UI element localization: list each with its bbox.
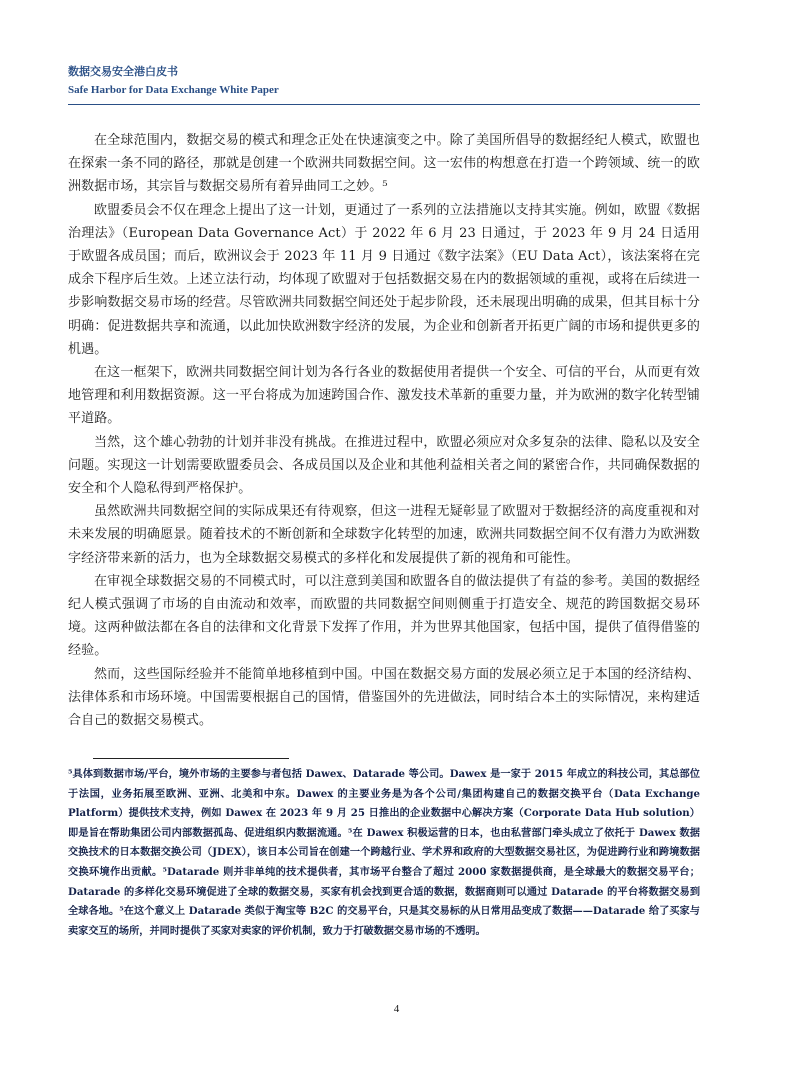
body-text [68,129,700,732]
paragraph-6: 在审视全球数据交易的不同模式时，可以注意到美国和欧盟各自的做法提供了有益的参考。美国的数据经纪人模式强调了市场的自由流动和效率，而欧盟的共同数据空间则侧重于打造安全、规范的跨国数据交易环境。这两种做法都在各自的法律和文化背景下发挥了作用，并为世界其他国家，包括中国，提供了值得借鉴的经验。 [68,573,700,659]
paragraph-3: 在这一框架下，欧洲共同数据空间计划为各行各业的数据使用者提供一个安全、可信的平台，从而更有效地管理和利用数据资源。这一平台将成为加速跨国合作、激发技术革新的重要力量，并为欧洲的数字化转型铺平道路。 [68,365,700,427]
header-title-zh: 数据交易安全港白皮书 [68,65,178,78]
header-title-en: Safe Harbor for Data Exchange White Paper [68,84,279,96]
footnote-5: ⁵具体到数据市场/平台，境外市场的主要参与者包括 Dawex、Datarade 等公司。Dawex 是一家于 2015 年成立的科技公司，其总部位于法国，业务拓展至欧洲、亚洲、北美和中东。Dawex 的主要业务是为各个公司/集团构建自己的数据交换平台（Data Exchange Platform）提供技术支持，例如 Dawex 在 2023 年 9 月 25 日推出的企业数据中心解决方案（Corporate Data Hub solution）即是旨在帮助集团公司内部数据孤岛、促进组织内数据流通。⁵在 Dawex 积极运营的日本，也由私营部门牵头成立了依托于 Dawex 数据交换技术的日本数据交换公司（JDEX），该日本公司旨在创建一个跨越行业、学术界和政府的大型数据交易社区，为促进跨行业和跨境数据交换环境作出贡献。⁵Datarade 则并非单纯的技术提供者，其市场平台整合了超过 2000 家数据提供商，是全球最大的数据交易平台；Datarade 的多样化交易环境促进了全球的数据交易，买家有机会找到更合适的数据，数据商则可以通过 Datarade 的平台将数据交易到全球各地。⁵在这个意义上 Datarade 类似于淘宝等 B2C 的交易平台，只是其交易标的从日常用品变成了数据——Datarade 给了买家与卖家交互的场所，并同时提供了买家对卖家的评价机制，致力于打破数据交易市场的不透明。 [68,768,700,937]
paragraph-5: 虽然欧洲共同数据空间的实际成果还有待观察，但这一进程无疑彰显了欧盟对于数据经济的高度重视和对未来发展的明确愿景。随着技术的不断创新和全球数字化转型的加速，欧洲共同数据空间不仅有潜力为欧洲数字经济带来新的活力，也为全球数据交易模式的多样化和发展提供了新的视角和可能性。 [68,504,700,566]
paragraph-4: 当然，这个雄心勃勃的计划并非没有挑战。在推进过程中，欧盟必须应对众多复杂的法律、隐私以及安全问题。实现这一计划需要欧盟委员会、各成员国以及企业和其他利益相关者之间的紧密合作，共同确保数据的安全和个人隐私得到严格保护。 [68,434,700,497]
footnote-divider [93,758,289,759]
paragraph-2: 欧盟委员会不仅在理念上提出了这一计划，更通过了一系列的立法措施以支持其实施。例如，欧盟《数据治理法》（European Data Governance Act）于 2022 年 6 月 23 日通过，于 2023 年 9 月 24 日适用于欧盟各成员国；而后，欧洲议会于 2023 年 11 月 9 日通过《数字法案》（EU Data Act），该法案将在完成余下程序后生效。上述立法行动，均体现了欧盟对于包括数据交易在内的数据领域的重视，或将在后续进一步影响数据交易市场的经营。尽管欧洲共同数据空间还处于起步阶段，还未展现出明确的成果，但其目标十分明确：促进数据共享和流通，以此加快欧洲数字经济的发展，为企业和创新者开拓更广阔的市场和提供更多的机遇。 [68,202,700,357]
paragraph-7: 然而，这些国际经验并不能简单地移植到中国。中国在数据交易方面的发展必须立足于本国的经济结构、法律体系和市场环境。中国需要根据自己的国情，借鉴国外的先进做法，同时结合本土的实际情况，来构建适合自己的数据交易模式。 [68,666,700,729]
header-divider [68,104,700,105]
running-header [68,64,700,98]
paragraph-1: 在全球范围内，数据交易的模式和理念正处在快速演变之中。除了美国所倡导的数据经纪人模式，欧盟也在探索一条不同的路径，那就是创建一个欧洲共同数据空间。这一宏伟的构想意在打造一个跨领域、统一的欧洲数据市场，其宗旨与数据交易所有着异曲同工之妙。⁵ [68,133,700,195]
page-number: 4 [393,1003,400,1015]
